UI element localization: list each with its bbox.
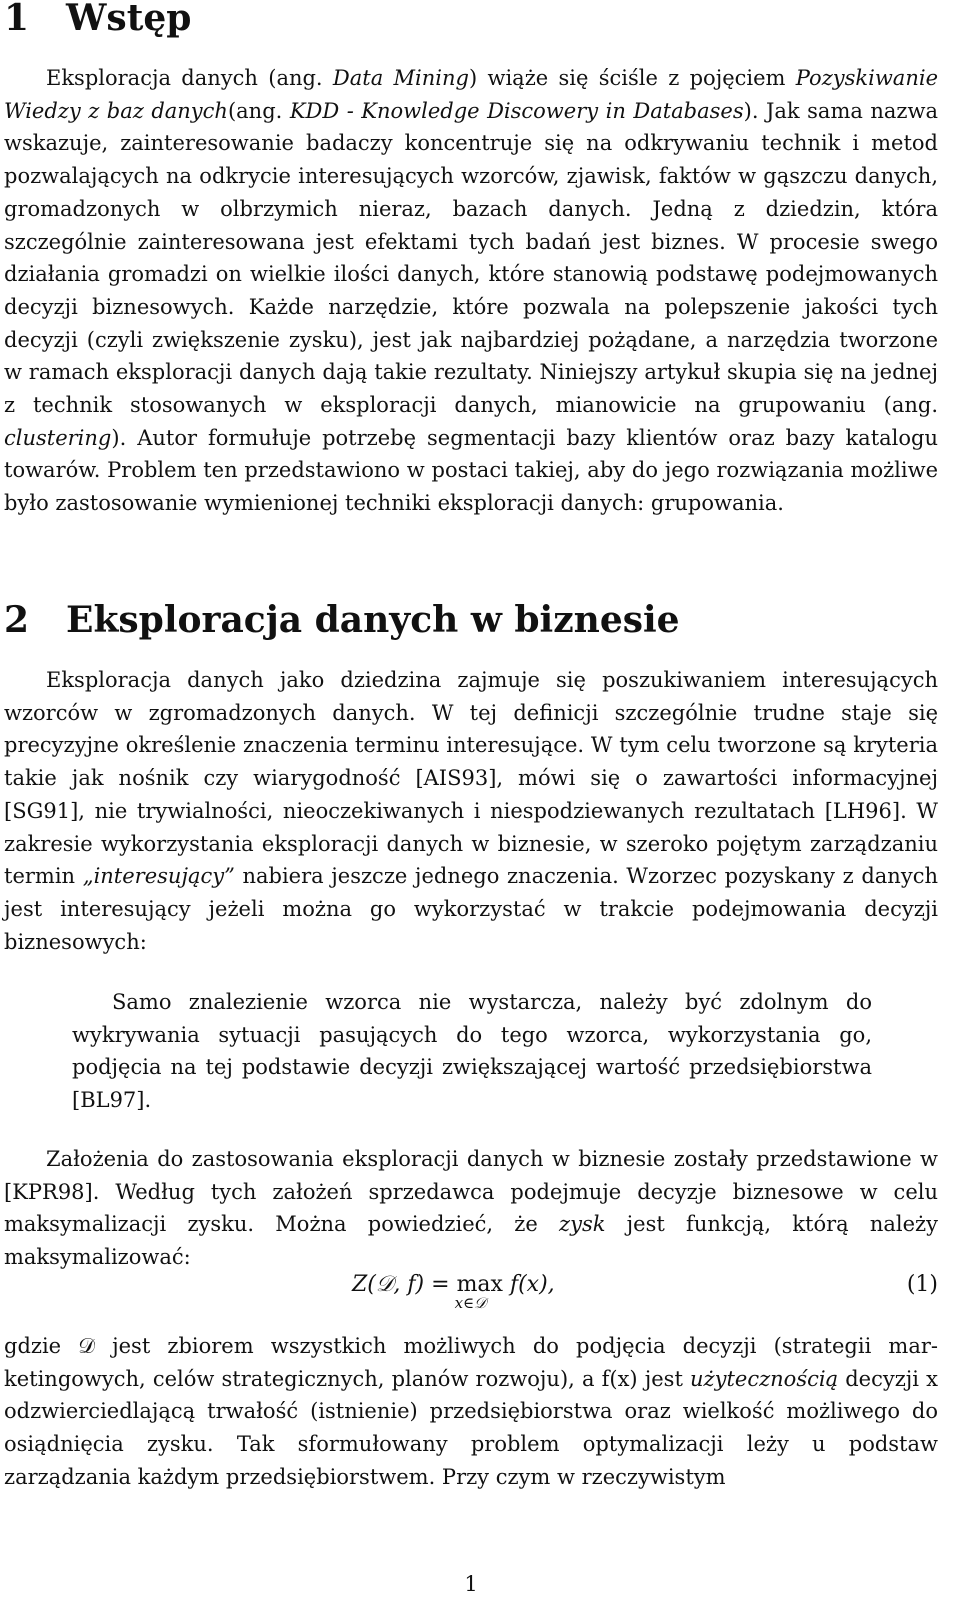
emphasis: KDD - Knowledge Discowery in Databases — [289, 98, 744, 123]
text-run: Eksploracja danych (ang. — [46, 66, 333, 90]
section-2-paragraph-2 — [4, 1143, 938, 1274]
emphasis: użytecznością — [690, 1366, 839, 1391]
equation-rhs: f(x), — [502, 1272, 555, 1297]
page-number: 1 — [464, 1572, 478, 1596]
max-label: max — [456, 1272, 503, 1297]
section-title: Eksploracja danych w biznesie — [66, 599, 680, 641]
max-subscript: x∈𝒟 — [454, 1294, 487, 1312]
text-run: jest funkcją, którą należy maksymalizować: — [4, 1212, 938, 1270]
equation-formula — [352, 1272, 555, 1312]
text-run: nabiera jeszcze jednego znaczenia. Wzorzec pozyskany z danych jest interesujący jeżeli można go wykorzystać w trakcie podejmowania decyzji biznesowych: — [4, 864, 938, 954]
text-run: Eksploracja danych jako dziedzina zajmuje się poszukiwaniem interesujących wzorców w zgromadzonych danych. W tej definicji szczególnie trudne staje się precyzyjne określenie znaczenia terminu interesujące. W tym celu tworzone są kryteria takie jak nośnik czy wiarygodność [AIS93], mówi się o zawartości informacyjnej [SG91], nie trywialności, nieoczekiwanych i niespodziewanych rezultatach [LH96]. W zakresie wykorzystania eksploracji danych w biznesie, w szeroko pojętym zarządzaniu termin — [4, 668, 938, 889]
text-run: ) wiąże się ściśle z pojęciem — [468, 66, 796, 90]
emphasis: Pozyskiwanie Wiedzy z baz danych — [4, 66, 938, 123]
emphasis: clustering — [4, 425, 112, 450]
section-2-heading — [4, 600, 680, 640]
section-2-paragraph-3 — [4, 1330, 938, 1494]
section-title: Wstęp — [66, 0, 192, 39]
text-run: ). Jak sama nazwa wskazuje, zainteresowanie badaczy koncentruje się na odkrywaniu technik i metod pozwalających na odkrycie interesujących wzorców, zjawisk, faktów w gąszczu danych, gromadzonych w olbrzymich nieraz, bazach danych. Jedną z dziedzin, która szczególnie zainteresowana jest efektami tych badań jest biznes. W procesie swego działania gromadzi on wielkie ilości danych, które stanowią podstawę podejmowanych decyzji biznesowych. Każde narzędzie, które pozwala na polepszenie jakości tych decyzji (czyli zwiększenie zysku), jest jak najbardziej pożądane, a narzędzia tworzone w ramach eksploracji danych dają takie rezultaty. Niniejszy artykuł skupia się na jednej z technik stosowanych w eksploracji danych, mianowicie na grupowaniu (ang. — [4, 98, 938, 418]
equation-number: (1) — [906, 1272, 938, 1297]
section-number: 2 — [4, 599, 30, 641]
text-run: Założenia do zastosowania eksploracji danych w biznesie zostały przedstawione w [KPR98]. Według tych założeń sprzedawca podejmuje decyzje biznesowe w celu maksymalizacji zysku. Można powiedzieć, że — [4, 1147, 938, 1237]
emphasis: „interesujący” — [82, 864, 235, 889]
section-1-paragraph — [4, 62, 938, 520]
text-run: decyzji x odzwierciedlającą trwałość (istnienie) przedsiębiorstwa oraz wielkość możliwego do osiądnięcia zysku. Tak sformułowany problem optymalizacji leży u podstaw zarządzania każdym przedsiębiorstwem. Przy czym w rzeczywistym — [4, 1366, 938, 1489]
max-operator — [454, 1272, 503, 1312]
text-run: (ang. — [227, 98, 290, 123]
section-number: 1 — [4, 0, 30, 39]
text-run: ). Autor formułuje potrzebę segmentacji bazy klientów oraz bazy katalogu towarów. Problem ten przedstawiono w postaci takiej, aby do jego rozwiązania możliwe było zastosowanie wymienionej techniki eksploracji danych: grupowania. — [4, 425, 938, 516]
emphasis: Data Mining — [332, 66, 469, 90]
section-2-paragraph-1 — [4, 664, 938, 958]
block-quote: Samo znalezienie wzorca nie wystarcza, należy być zdolnym do wykrywania sytuacji pasujących do tego wzorca, wykorzystania go, podjęcia na tej podstawie decyzji zwiększającej wartość przedsiębiorstwa [BL97]. — [72, 990, 872, 1113]
emphasis: zysk — [559, 1212, 606, 1237]
section-1-heading — [4, 0, 191, 38]
equation-1 — [4, 1272, 938, 1328]
text-run: gdzie 𝒟 jest zbiorem wszystkich możliwych do podjęcia decyzji (strategii marketingowych, celów strategicznych, planów rozwoju), a f(x) jest — [4, 1334, 938, 1391]
equation-lhs: Z(𝒟, f) = — [352, 1272, 457, 1297]
